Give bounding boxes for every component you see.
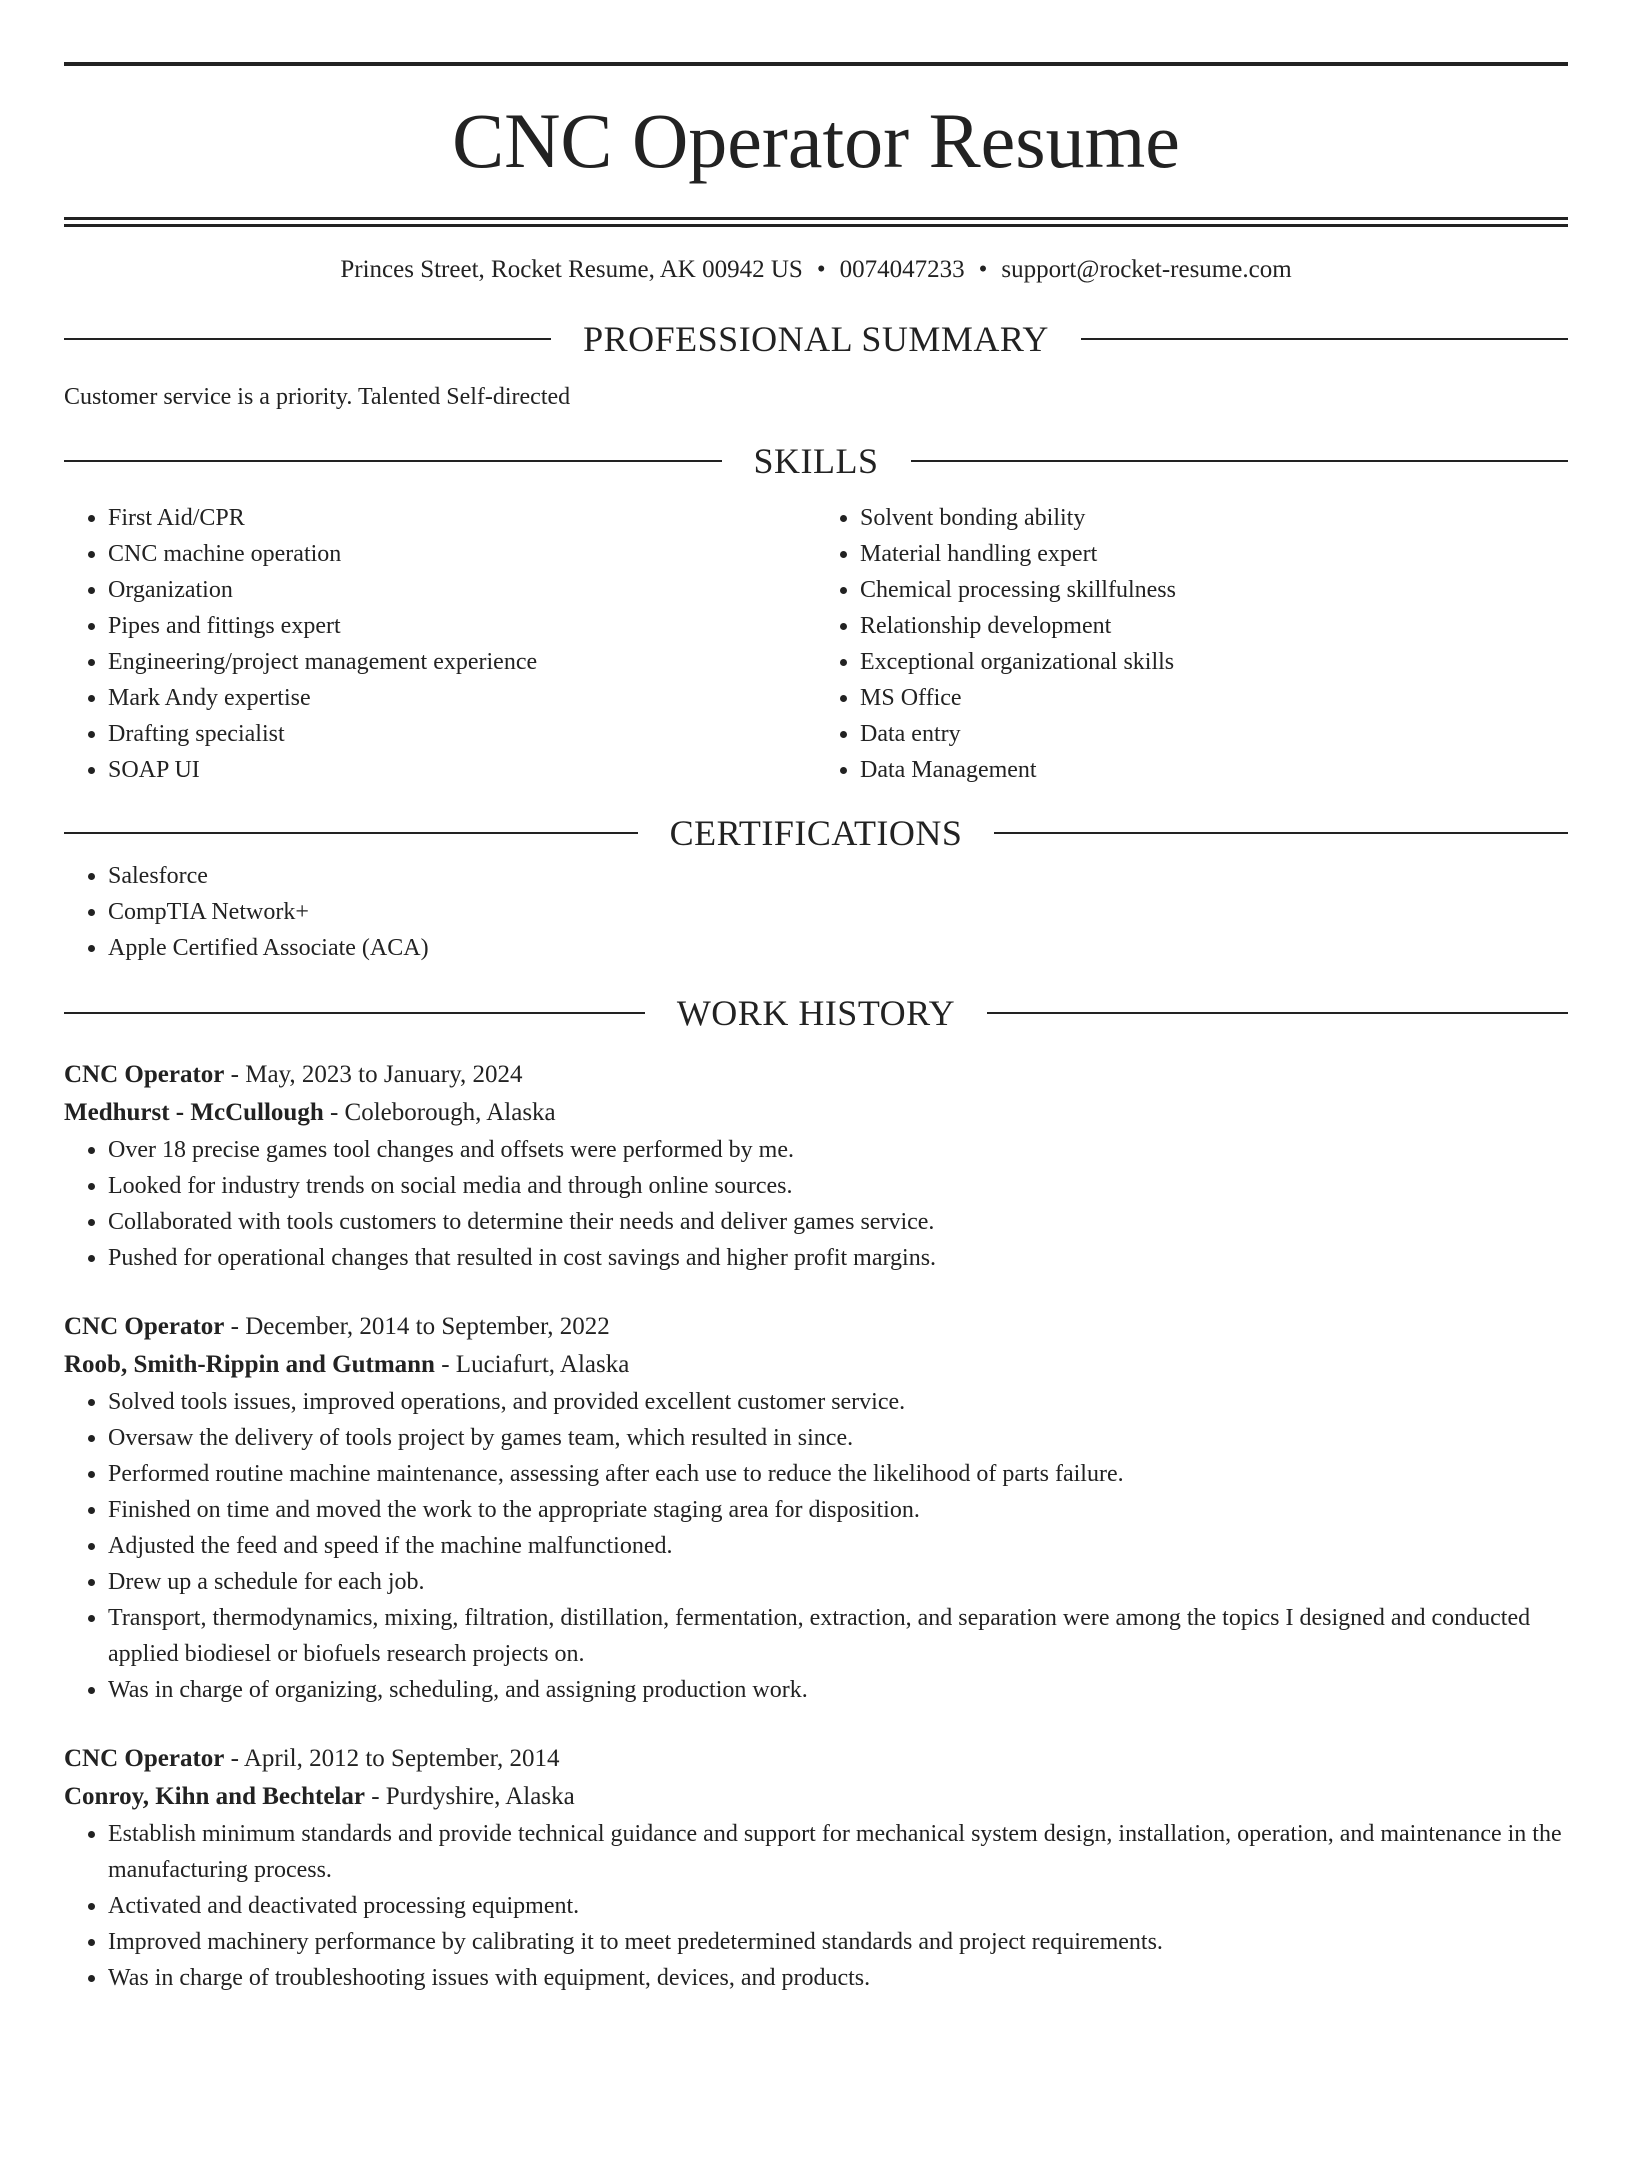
contact-address: Princes Street, Rocket Resume, AK 00942 US <box>340 256 803 283</box>
job-duties-list <box>64 1132 1568 1276</box>
job-entry <box>64 1308 1568 1708</box>
certifications-list <box>64 858 1568 966</box>
heading-rule-right <box>987 1012 1568 1014</box>
job-title-line <box>64 1308 1568 1346</box>
job-duty-item: • Was in charge of troubleshooting issues with equipment, devices, and products. <box>108 1960 1568 1996</box>
skills-list-left <box>64 500 816 788</box>
job-company-line <box>64 1094 1568 1132</box>
skills-section-heading <box>64 436 1568 486</box>
certifications-section-heading <box>64 808 1568 858</box>
job-duty-item: • Transport, thermodynamics, mixing, filtration, distillation, fermentation, extraction, and separation were among the topics I designed and conducted applied biodiesel or biofuels research projects on. <box>108 1600 1568 1672</box>
skill-item: • Exceptional organizational skills <box>860 644 1568 680</box>
job-title: CNC Operator <box>64 1313 225 1340</box>
heading-rule-left <box>64 1012 645 1014</box>
work-history-heading: WORK HISTORY <box>676 993 956 1033</box>
contact-phone: 0074047233 <box>839 256 965 283</box>
job-company: Conroy, Kihn and Bechtelar <box>64 1783 365 1810</box>
summary-section-heading <box>64 314 1568 364</box>
job-duty-item: • Was in charge of organizing, scheduling, and assigning production work. <box>108 1672 1568 1708</box>
page-title: CNC Operator Resume <box>452 97 1180 184</box>
work-history-section-heading <box>64 988 1568 1038</box>
skill-item: • Engineering/project management experience <box>108 644 816 680</box>
contact-separator: • <box>816 256 826 283</box>
job-company-line <box>64 1346 1568 1384</box>
job-company-line <box>64 1778 1568 1816</box>
skill-item: • Data Management <box>860 752 1568 788</box>
skill-item: • Material handling expert <box>860 536 1568 572</box>
skill-item: • Relationship development <box>860 608 1568 644</box>
job-dates: - May, 2023 to January, 2024 <box>224 1061 523 1088</box>
skill-item: • Organization <box>108 572 816 608</box>
resume-page <box>0 62 1632 2174</box>
job-duty-item: • Pushed for operational changes that resulted in cost savings and higher profit margins. <box>108 1240 1568 1276</box>
job-duty-item: • Over 18 precise games tool changes and offsets were performed by me. <box>108 1132 1568 1168</box>
job-duty-item: • Performed routine machine maintenance, assessing after each use to reduce the likelihood of parts failure. <box>108 1456 1568 1492</box>
heading-rule-left <box>64 832 638 834</box>
skill-item: • First Aid/CPR <box>108 500 816 536</box>
skills-list-right <box>816 500 1568 788</box>
job-duty-item: • Improved machinery performance by calibrating it to meet predetermined standards and project requirements. <box>108 1924 1568 1960</box>
job-company: Roob, Smith-Rippin and Gutmann <box>64 1351 435 1378</box>
skill-item: • CNC machine operation <box>108 536 816 572</box>
job-duty-item: • Collaborated with tools customers to determine their needs and deliver games service. <box>108 1204 1568 1240</box>
job-duty-item: • Finished on time and moved the work to the appropriate staging area for disposition. <box>108 1492 1568 1528</box>
skill-item: • Drafting specialist <box>108 716 816 752</box>
summary-heading: PROFESSIONAL SUMMARY <box>583 319 1049 359</box>
heading-rule-right <box>1081 338 1568 340</box>
job-duty-item: • Adjusted the feed and speed if the machine malfunctioned. <box>108 1528 1568 1564</box>
job-dates: - April, 2012 to September, 2014 <box>224 1745 560 1772</box>
heading-rule-left <box>64 460 722 462</box>
skill-item: • Mark Andy expertise <box>108 680 816 716</box>
job-dates: - December, 2014 to September, 2022 <box>224 1313 610 1340</box>
contact-line <box>64 252 1568 288</box>
job-duty-item: • Activated and deactivated processing equipment. <box>108 1888 1568 1924</box>
job-title-line <box>64 1740 1568 1778</box>
heading-rule-right <box>911 460 1569 462</box>
job-duty-item: • Looked for industry trends on social media and through online sources. <box>108 1168 1568 1204</box>
job-location: - Luciafurt, Alaska <box>434 1351 630 1378</box>
job-duties-list <box>64 1384 1568 1708</box>
job-duty-item: • Oversaw the delivery of tools project by games team, which resulted in since. <box>108 1420 1568 1456</box>
heading-rule-left <box>64 338 551 340</box>
job-duty-item: • Establish minimum standards and provide technical guidance and support for mechanical system design, installation, operation, and maintenance in the manufacturing process. <box>108 1816 1568 1888</box>
skill-item: • Data entry <box>860 716 1568 752</box>
skill-item: • SOAP UI <box>108 752 816 788</box>
title-double-rule <box>64 217 1568 227</box>
job-entry <box>64 1740 1568 1996</box>
skill-item: • Solvent bonding ability <box>860 500 1568 536</box>
certification-item: • Apple Certified Associate (ACA) <box>108 930 1568 966</box>
job-title: CNC Operator <box>64 1745 225 1772</box>
job-duty-item: • Solved tools issues, improved operations, and provided excellent customer service. <box>108 1384 1568 1420</box>
skill-item: • Chemical processing skillfulness <box>860 572 1568 608</box>
job-company: Medhurst - McCullough <box>64 1099 324 1126</box>
heading-rule-right <box>994 832 1568 834</box>
certifications-heading: CERTIFICATIONS <box>669 813 963 853</box>
skills-column-left <box>64 500 816 788</box>
skills-column-right <box>816 500 1568 788</box>
job-title-line <box>64 1056 1568 1094</box>
contact-email: support@rocket-resume.com <box>1001 256 1292 283</box>
skills-heading: SKILLS <box>753 441 879 481</box>
certification-item: • CompTIA Network+ <box>108 894 1568 930</box>
job-title: CNC Operator <box>64 1061 225 1088</box>
certification-item: • Salesforce <box>108 858 1568 894</box>
job-duty-item: • Drew up a schedule for each job. <box>108 1564 1568 1600</box>
job-location: - Coleborough, Alaska <box>323 1099 556 1126</box>
job-entry <box>64 1056 1568 1276</box>
skill-item: • Pipes and fittings expert <box>108 608 816 644</box>
top-rule <box>64 62 1568 66</box>
skill-item: • MS Office <box>860 680 1568 716</box>
summary-text: Customer service is a priority. Talented Self-directed <box>64 384 571 410</box>
job-location: - Purdyshire, Alaska <box>364 1783 575 1810</box>
skills-grid <box>64 500 1568 788</box>
job-duties-list <box>64 1816 1568 1996</box>
contact-separator: • <box>978 256 988 283</box>
